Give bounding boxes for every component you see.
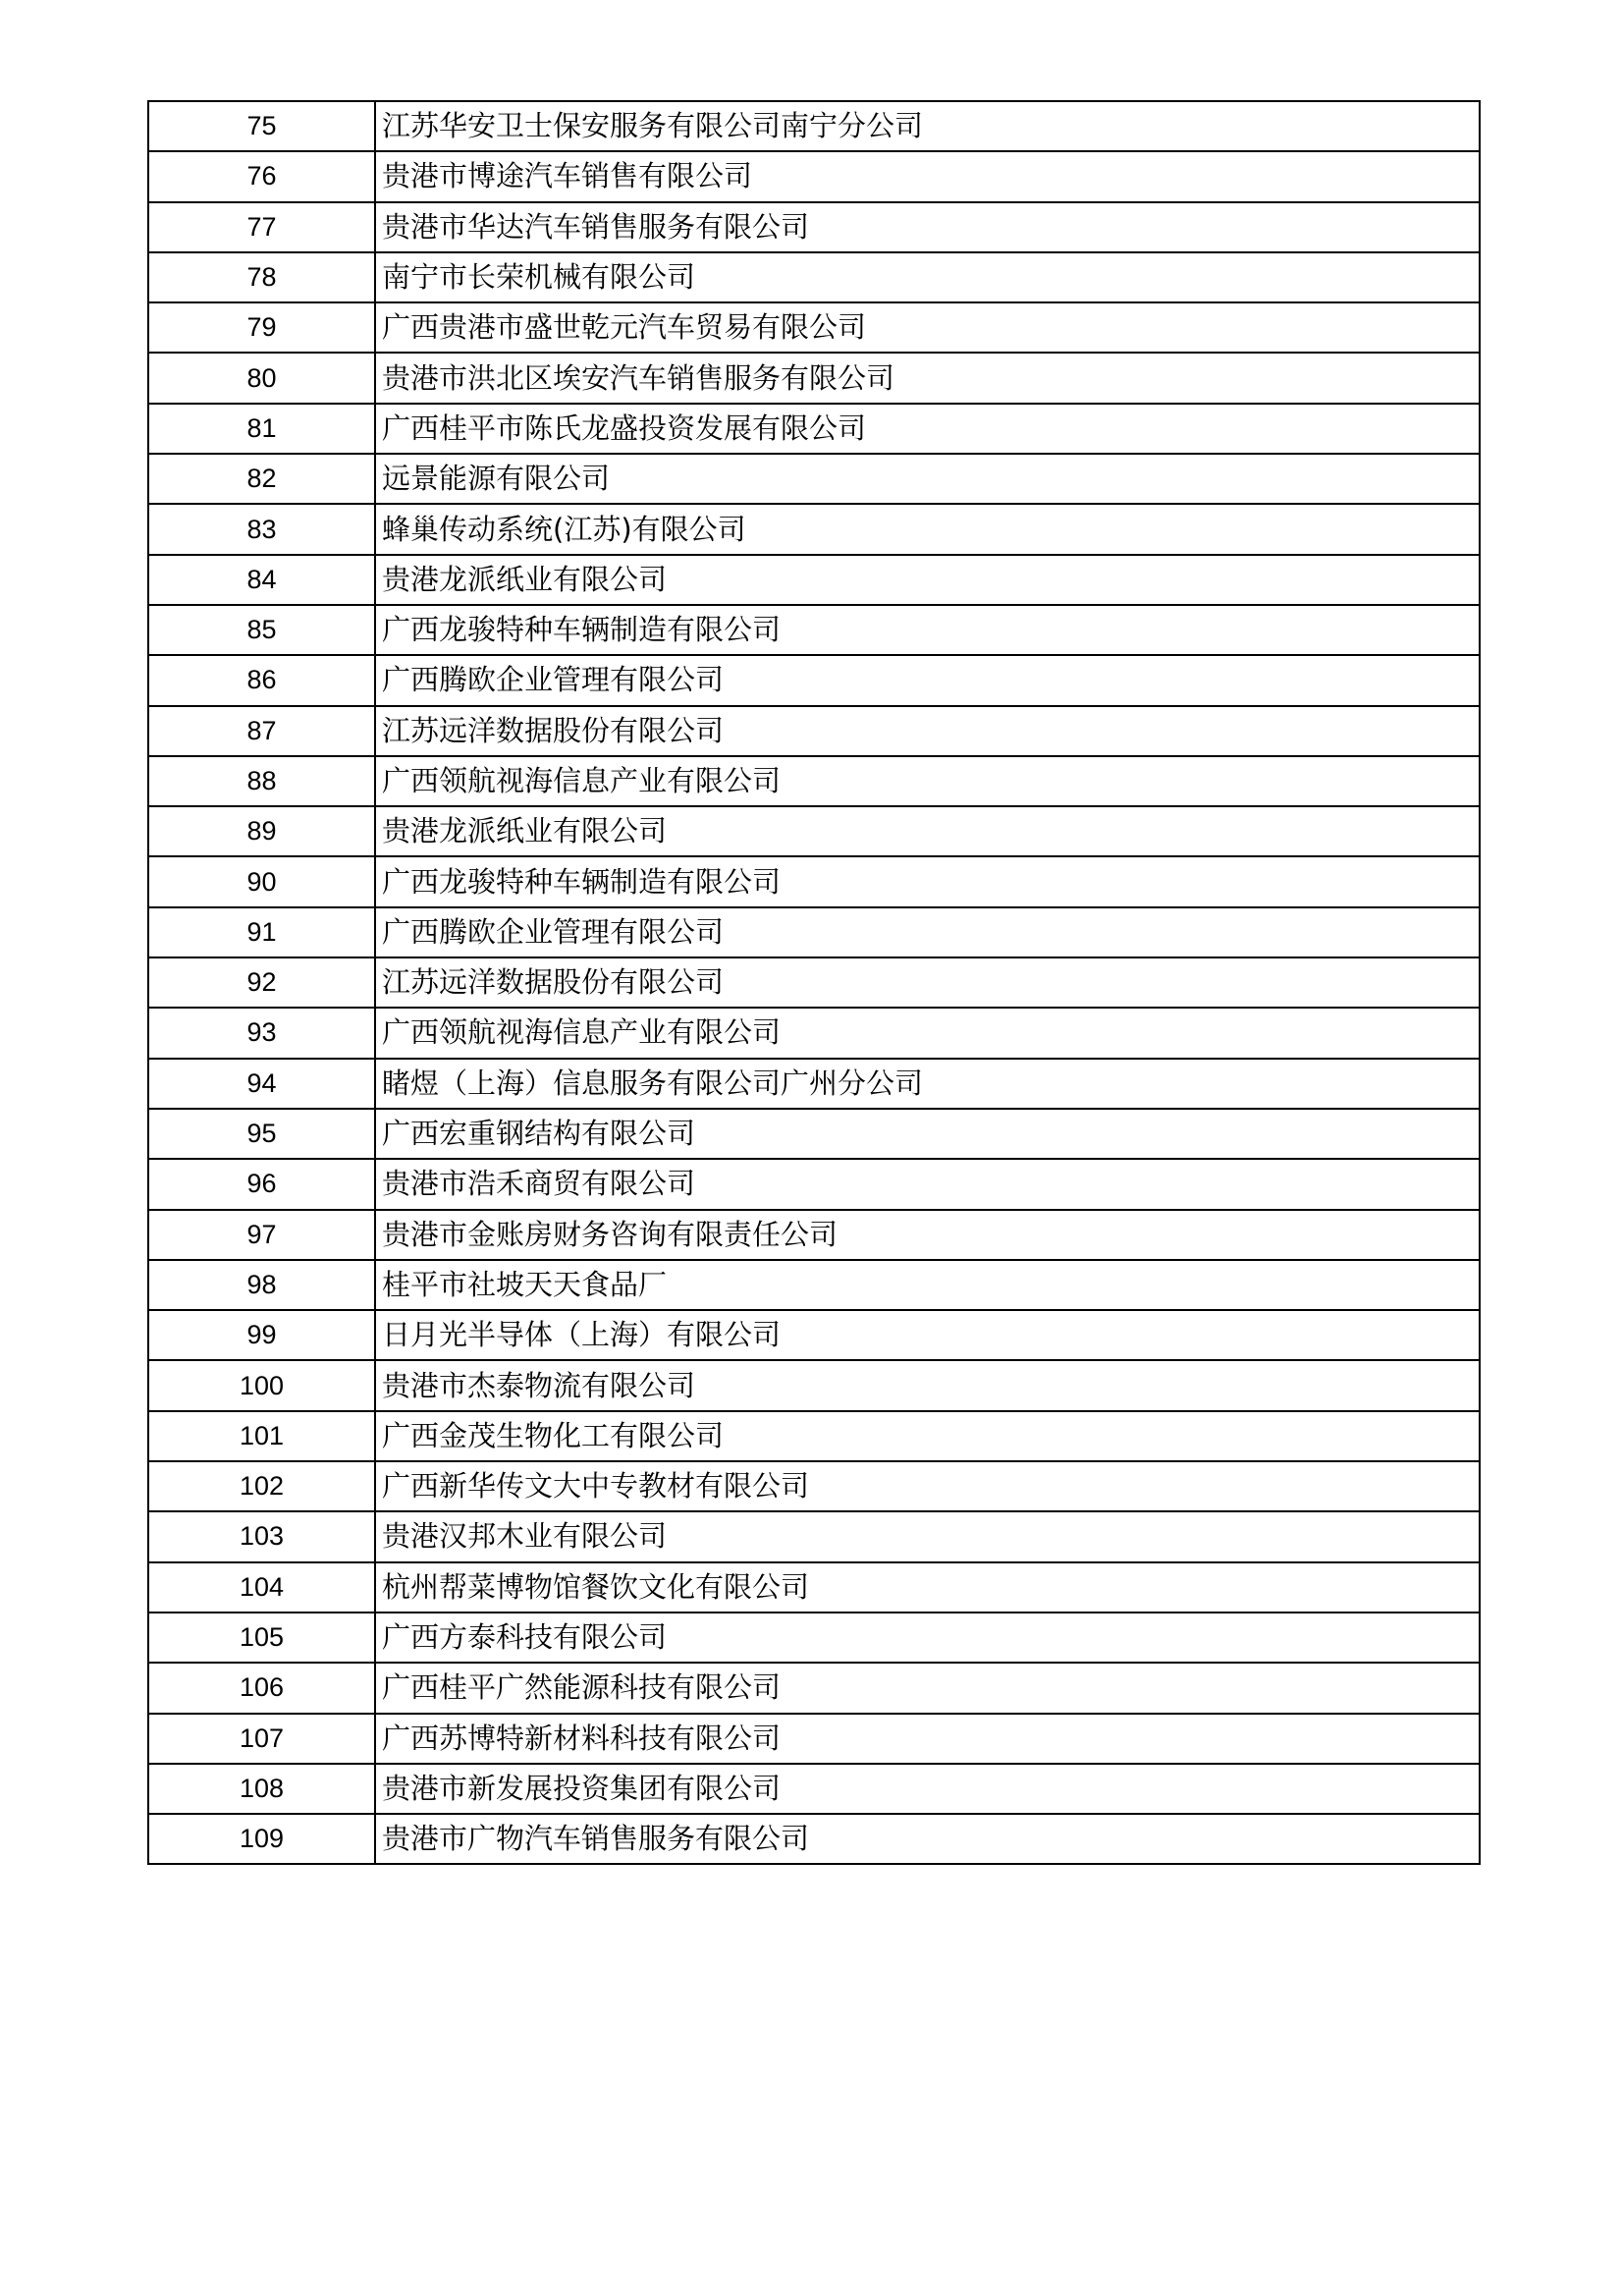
table-row	[148, 1461, 1480, 1511]
table-row	[148, 1411, 1480, 1461]
row-number: 93	[148, 1008, 375, 1058]
row-number: 108	[148, 1764, 375, 1814]
row-number: 97	[148, 1210, 375, 1260]
company-name: 贵港市华达汽车销售服务有限公司	[375, 202, 1480, 252]
row-number: 102	[148, 1461, 375, 1511]
row-number: 88	[148, 756, 375, 806]
row-number: 87	[148, 706, 375, 756]
company-name: 贵港市博途汽车销售有限公司	[375, 151, 1480, 201]
table-row	[148, 1260, 1480, 1310]
company-name: 日月光半导体（上海）有限公司	[375, 1310, 1480, 1360]
company-name: 贵港龙派纸业有限公司	[375, 555, 1480, 605]
table-row	[148, 252, 1480, 302]
company-name: 贵港市金账房财务咨询有限责任公司	[375, 1210, 1480, 1260]
row-number: 107	[148, 1714, 375, 1764]
table-row	[148, 856, 1480, 906]
company-name: 睹煜（上海）信息服务有限公司广州分公司	[375, 1059, 1480, 1109]
row-number: 91	[148, 907, 375, 957]
table-row	[148, 504, 1480, 554]
row-number: 85	[148, 605, 375, 655]
company-name: 蜂巢传动系统(江苏)有限公司	[375, 504, 1480, 554]
table-body	[148, 101, 1480, 1864]
row-number: 103	[148, 1511, 375, 1561]
row-number: 83	[148, 504, 375, 554]
company-name: 广西方泰科技有限公司	[375, 1613, 1480, 1663]
table-row	[148, 806, 1480, 856]
row-number: 81	[148, 404, 375, 454]
table-row	[148, 1360, 1480, 1410]
table-row	[148, 302, 1480, 353]
company-name: 远景能源有限公司	[375, 454, 1480, 504]
company-name: 贵港市杰泰物流有限公司	[375, 1360, 1480, 1410]
row-number: 106	[148, 1663, 375, 1713]
row-number: 105	[148, 1613, 375, 1663]
company-name: 贵港汉邦木业有限公司	[375, 1511, 1480, 1561]
table-row	[148, 1814, 1480, 1864]
table-row	[148, 907, 1480, 957]
company-name: 广西龙骏特种车辆制造有限公司	[375, 856, 1480, 906]
row-number: 109	[148, 1814, 375, 1864]
company-name: 广西桂平市陈氏龙盛投资发展有限公司	[375, 404, 1480, 454]
company-name: 南宁市长荣机械有限公司	[375, 252, 1480, 302]
row-number: 101	[148, 1411, 375, 1461]
table-row	[148, 706, 1480, 756]
table-row	[148, 1159, 1480, 1209]
row-number: 99	[148, 1310, 375, 1360]
table-row	[148, 555, 1480, 605]
company-name: 贵港市广物汽车销售服务有限公司	[375, 1814, 1480, 1864]
row-number: 84	[148, 555, 375, 605]
table-row	[148, 1109, 1480, 1159]
row-number: 76	[148, 151, 375, 201]
row-number: 90	[148, 856, 375, 906]
company-name: 广西领航视海信息产业有限公司	[375, 756, 1480, 806]
row-number: 79	[148, 302, 375, 353]
row-number: 95	[148, 1109, 375, 1159]
table-row	[148, 353, 1480, 403]
company-name: 贵港市新发展投资集团有限公司	[375, 1764, 1480, 1814]
row-number: 82	[148, 454, 375, 504]
row-number: 96	[148, 1159, 375, 1209]
row-number: 86	[148, 655, 375, 705]
table-row	[148, 202, 1480, 252]
company-name: 杭州帮菜博物馆餐饮文化有限公司	[375, 1562, 1480, 1613]
table-row	[148, 1714, 1480, 1764]
row-number: 98	[148, 1260, 375, 1310]
table-row	[148, 1511, 1480, 1561]
company-name: 江苏远洋数据股份有限公司	[375, 957, 1480, 1008]
company-list-table	[147, 100, 1481, 1865]
table-row	[148, 655, 1480, 705]
row-number: 75	[148, 101, 375, 151]
table-row	[148, 1008, 1480, 1058]
table-row	[148, 454, 1480, 504]
company-name: 广西新华传文大中专教材有限公司	[375, 1461, 1480, 1511]
company-name: 广西腾欧企业管理有限公司	[375, 655, 1480, 705]
table-row	[148, 1562, 1480, 1613]
table-row	[148, 1059, 1480, 1109]
company-name: 广西龙骏特种车辆制造有限公司	[375, 605, 1480, 655]
company-name: 广西金茂生物化工有限公司	[375, 1411, 1480, 1461]
company-name: 广西腾欧企业管理有限公司	[375, 907, 1480, 957]
row-number: 77	[148, 202, 375, 252]
table-row	[148, 1210, 1480, 1260]
table-row	[148, 1663, 1480, 1713]
table-row	[148, 1764, 1480, 1814]
company-name: 广西苏博特新材料科技有限公司	[375, 1714, 1480, 1764]
row-number: 94	[148, 1059, 375, 1109]
company-name: 广西领航视海信息产业有限公司	[375, 1008, 1480, 1058]
company-name: 贵港龙派纸业有限公司	[375, 806, 1480, 856]
company-name: 广西贵港市盛世乾元汽车贸易有限公司	[375, 302, 1480, 353]
company-name: 江苏远洋数据股份有限公司	[375, 706, 1480, 756]
company-name: 贵港市洪北区埃安汽车销售服务有限公司	[375, 353, 1480, 403]
row-number: 100	[148, 1360, 375, 1410]
table-row	[148, 151, 1480, 201]
table-row	[148, 101, 1480, 151]
table-row	[148, 756, 1480, 806]
row-number: 78	[148, 252, 375, 302]
company-name: 广西宏重钢结构有限公司	[375, 1109, 1480, 1159]
company-name: 江苏华安卫士保安服务有限公司南宁分公司	[375, 101, 1480, 151]
table-row	[148, 957, 1480, 1008]
table-row	[148, 605, 1480, 655]
table-row	[148, 1613, 1480, 1663]
company-name: 桂平市社坡天天食品厂	[375, 1260, 1480, 1310]
row-number: 80	[148, 353, 375, 403]
row-number: 92	[148, 957, 375, 1008]
row-number: 104	[148, 1562, 375, 1613]
company-name: 贵港市浩禾商贸有限公司	[375, 1159, 1480, 1209]
table-row	[148, 1310, 1480, 1360]
company-name: 广西桂平广然能源科技有限公司	[375, 1663, 1480, 1713]
row-number: 89	[148, 806, 375, 856]
table-row	[148, 404, 1480, 454]
